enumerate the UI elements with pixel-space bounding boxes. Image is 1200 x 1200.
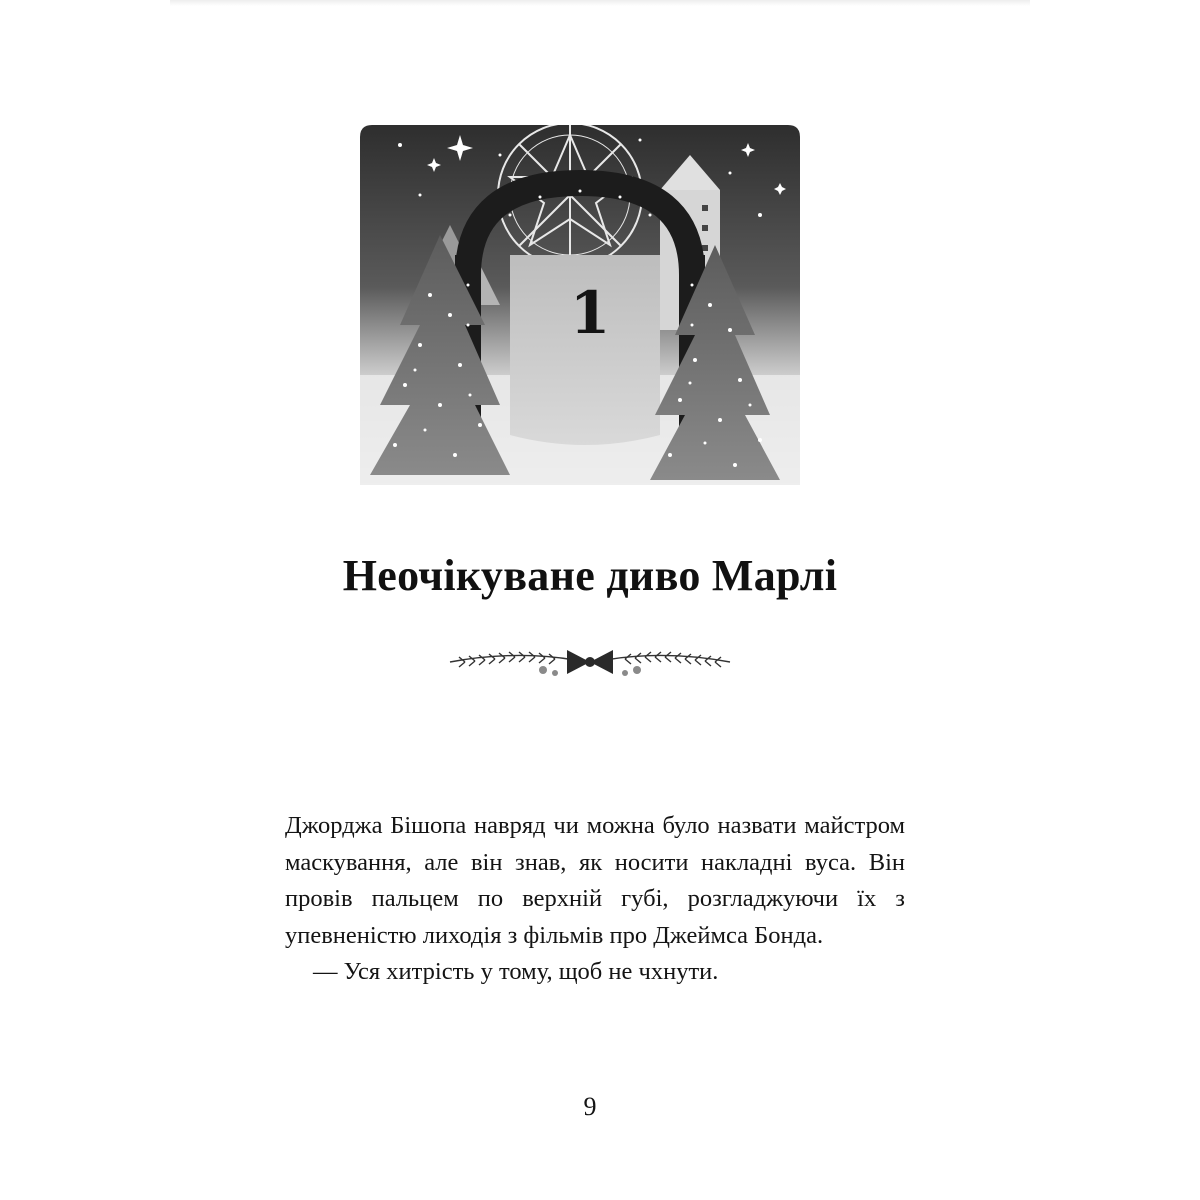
chapter-title: Неочікуване диво Марлі (342, 551, 838, 600)
page-number: 9 (583, 1092, 597, 1121)
garland-with-bow-icon (445, 640, 735, 684)
top-edge-rule (170, 0, 1030, 6)
dialogue-line: — Уся хитрість у тому, щоб не чхнути. (313, 958, 719, 985)
paragraph: Джорджа Бішопа навряд чи можна було назвати майстром маскування, але він знав, як носити накладні вуса. Він провів пальцем по верхній губі, розгладжуючи їх з упевненістю лиходія з фільмів про Джеймса Бонда. (285, 812, 905, 949)
body-text (285, 808, 905, 991)
chapter-number: 1 (569, 279, 611, 347)
